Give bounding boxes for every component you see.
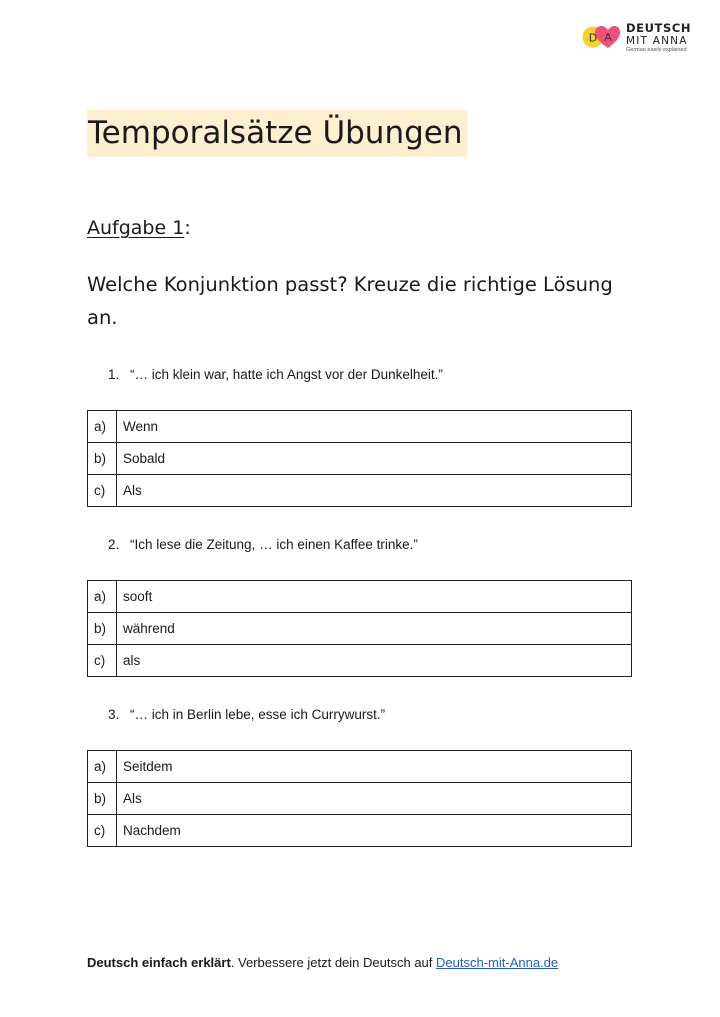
option-letter: c) <box>88 645 117 677</box>
logo-letter-a: A <box>604 31 612 44</box>
task-heading <box>87 215 191 241</box>
task-colon: : <box>184 217 191 239</box>
question-number: 3. <box>108 707 120 722</box>
option-letter: a) <box>88 411 117 443</box>
option-row[interactable] <box>88 783 632 815</box>
question-number: 2. <box>108 537 120 552</box>
option-letter: a) <box>88 581 117 613</box>
option-text: Als <box>117 475 632 507</box>
option-letter: a) <box>88 751 117 783</box>
question-text: “Ich lese die Zeitung, … ich einen Kaffee trinke.” <box>130 537 418 552</box>
question-2 <box>108 536 418 554</box>
option-text: Wenn <box>117 411 632 443</box>
footer-bold-text: Deutsch einfach erklärt <box>87 955 231 970</box>
option-text: Nachdem <box>117 815 632 847</box>
option-text: während <box>117 613 632 645</box>
question-1 <box>108 366 443 384</box>
option-text: sooft <box>117 581 632 613</box>
options-table-3 <box>87 750 632 847</box>
option-letter: c) <box>88 815 117 847</box>
instruction-text: Welche Konjunktion passt? Kreuze die richtige Lösung an. <box>87 273 613 329</box>
question-3 <box>108 706 385 724</box>
question-number: 1. <box>108 367 120 382</box>
footer <box>87 954 558 972</box>
option-row[interactable] <box>88 815 632 847</box>
logo <box>582 22 700 56</box>
question-text: “… ich klein war, hatte ich Angst vor der Dunkelheit.” <box>130 367 443 382</box>
option-row[interactable] <box>88 613 632 645</box>
option-row[interactable] <box>88 475 632 507</box>
option-row[interactable] <box>88 443 632 475</box>
task-label: Aufgabe 1 <box>87 217 185 239</box>
logo-brand-line2: MIT ANNA <box>626 35 688 47</box>
logo-mark-icon <box>582 24 626 50</box>
options-table-1 <box>87 410 632 507</box>
option-row[interactable] <box>88 411 632 443</box>
option-letter: b) <box>88 783 117 815</box>
page-title: Temporalsätze Übungen <box>87 110 467 157</box>
options-table-2 <box>87 580 632 677</box>
logo-letter-d: D <box>588 31 598 45</box>
option-text: Seitdem <box>117 751 632 783</box>
option-row[interactable] <box>88 645 632 677</box>
option-letter: b) <box>88 443 117 475</box>
option-text: Sobald <box>117 443 632 475</box>
option-letter: b) <box>88 613 117 645</box>
option-row[interactable] <box>88 751 632 783</box>
option-letter: c) <box>88 475 117 507</box>
option-text: Als <box>117 783 632 815</box>
option-row[interactable] <box>88 581 632 613</box>
question-text: “… ich in Berlin lebe, esse ich Currywurst.” <box>130 707 386 722</box>
footer-website-link[interactable]: Deutsch-mit-Anna.de <box>436 955 559 970</box>
logo-tagline: German easily explained <box>626 47 687 53</box>
logo-brand-line1: DEUTSCH <box>626 21 692 35</box>
footer-text: . Verbessere jetzt dein Deutsch auf <box>230 955 437 970</box>
option-text: als <box>117 645 632 677</box>
